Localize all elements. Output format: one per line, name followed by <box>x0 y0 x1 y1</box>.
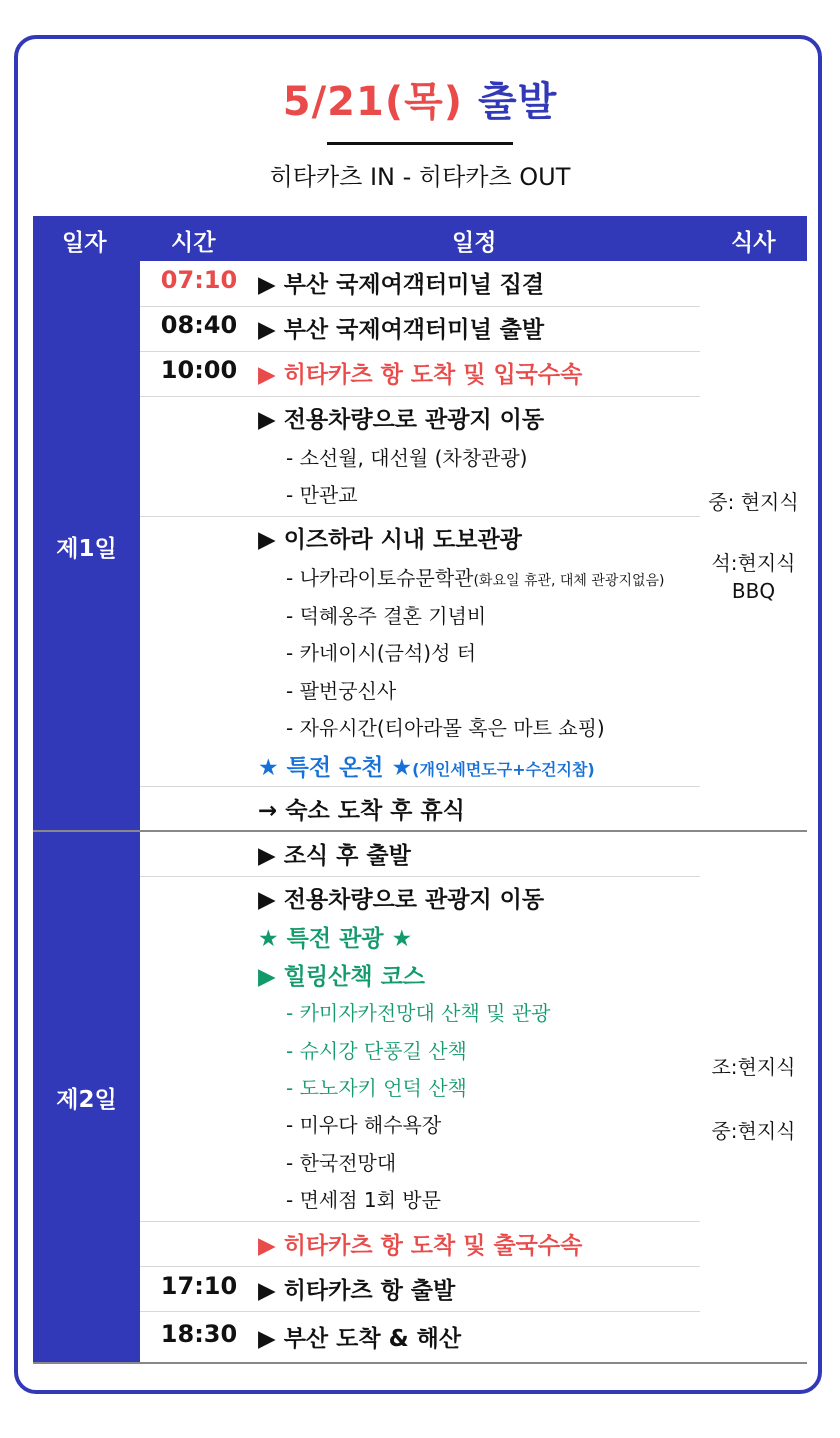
schedule-subitem: - 카미자카전망대 산책 및 관광 <box>286 1001 551 1025</box>
page-title <box>0 70 840 127</box>
schedule-item: → 숙소 도착 후 휴식 <box>258 798 465 824</box>
meal-info: 석:현지식 <box>711 551 796 575</box>
schedule-subitem: - 카네이시(금석)성 터 <box>286 641 477 665</box>
row-divider <box>140 306 700 307</box>
schedule-subitem: - 만관교 <box>286 483 358 507</box>
schedule-subitem: - 자유시간(티아라몰 혹은 마트 쇼핑) <box>286 716 605 740</box>
schedule-subitem-text: - 나카라이토슈문학관 <box>286 566 474 590</box>
meal-info: BBQ <box>731 579 776 603</box>
meal-info: 조:현지식 <box>711 1055 796 1079</box>
schedule-subitem: - 면세점 1회 방문 <box>286 1188 441 1212</box>
row-divider <box>140 516 700 517</box>
schedule-subitem: - 한국전망대 <box>286 1151 397 1175</box>
special-onsen-note: (개인세면도구+수건지참) <box>412 760 595 779</box>
row-divider <box>140 1266 700 1267</box>
table-header <box>33 216 807 261</box>
schedule-subitem: - 미우다 해수욕장 <box>286 1113 442 1137</box>
schedule-subitem: - 슈시강 단풍길 산책 <box>286 1039 467 1063</box>
header-day: 일자 <box>62 230 107 256</box>
schedule-note: (화요일 휴관, 대체 관광지없음) <box>473 573 665 589</box>
schedule-subitem: - 덕혜옹주 결혼 기념비 <box>286 604 487 628</box>
schedule-item: ▶ 전용차량으로 관광지 이동 <box>258 887 545 913</box>
schedule-item: ▶ 부산 국제여객터미널 집결 <box>258 272 545 298</box>
schedule-subitem: - 도노자키 언덕 산책 <box>286 1076 467 1100</box>
schedule-item: ▶ 이즈하라 시내 도보관광 <box>258 527 522 553</box>
header-meal: 식사 <box>731 230 776 256</box>
row-divider <box>140 351 700 352</box>
departure-date: 5/21(목) <box>282 79 464 125</box>
schedule-item: ▶ 부산 도착 & 해산 <box>258 1326 462 1352</box>
schedule-item: ▶ 히타카츠 항 도착 및 입국수속 <box>258 362 583 388</box>
time-cell: 18:30 <box>160 1320 238 1348</box>
day-divider <box>33 830 807 832</box>
schedule-item: ▶ 부산 국제여객터미널 출발 <box>258 317 545 343</box>
day-1-label: 제1일 <box>33 261 140 831</box>
time-cell: 08:40 <box>160 311 238 339</box>
special-onsen <box>258 749 595 782</box>
schedule-item: ▶ 힐링산책 코스 <box>258 964 426 990</box>
header-time: 시간 <box>171 230 216 256</box>
row-divider <box>140 1311 700 1312</box>
row-divider <box>140 786 700 787</box>
header-schedule: 일정 <box>452 230 497 256</box>
schedule-item: ▶ 히타카츠 항 도착 및 출국수속 <box>258 1233 583 1259</box>
schedule-item: ▶ 히타카츠 항 출발 <box>258 1278 456 1304</box>
special-onsen-label: ★ 특전 온천 ★ <box>258 755 413 781</box>
row-divider <box>140 876 700 877</box>
schedule-subitem: - 소선월, 대선월 (차창관광) <box>286 446 528 470</box>
special-tour: ★ 특전 관광 ★ <box>258 926 413 952</box>
meal-info: 중: 현지식 <box>708 490 799 514</box>
table-bottom-line <box>33 1362 807 1364</box>
schedule-item: ▶ 전용차량으로 관광지 이동 <box>258 407 545 433</box>
time-cell: 07:10 <box>160 266 238 294</box>
title-divider <box>327 142 513 145</box>
row-divider <box>140 396 700 397</box>
row-divider <box>140 1221 700 1222</box>
time-cell: 10:00 <box>160 356 238 384</box>
day-2-label: 제2일 <box>33 831 140 1363</box>
meal-info: 중:현지식 <box>711 1119 796 1143</box>
schedule-subitem <box>286 562 664 591</box>
schedule-item: ▶ 조식 후 출발 <box>258 843 411 869</box>
time-cell: 17:10 <box>160 1272 238 1300</box>
departure-label: 출발 <box>477 79 558 125</box>
schedule-subitem: - 팔번궁신사 <box>286 679 397 703</box>
route-subtitle: 히타카츠 IN - 히타카츠 OUT <box>269 163 571 191</box>
